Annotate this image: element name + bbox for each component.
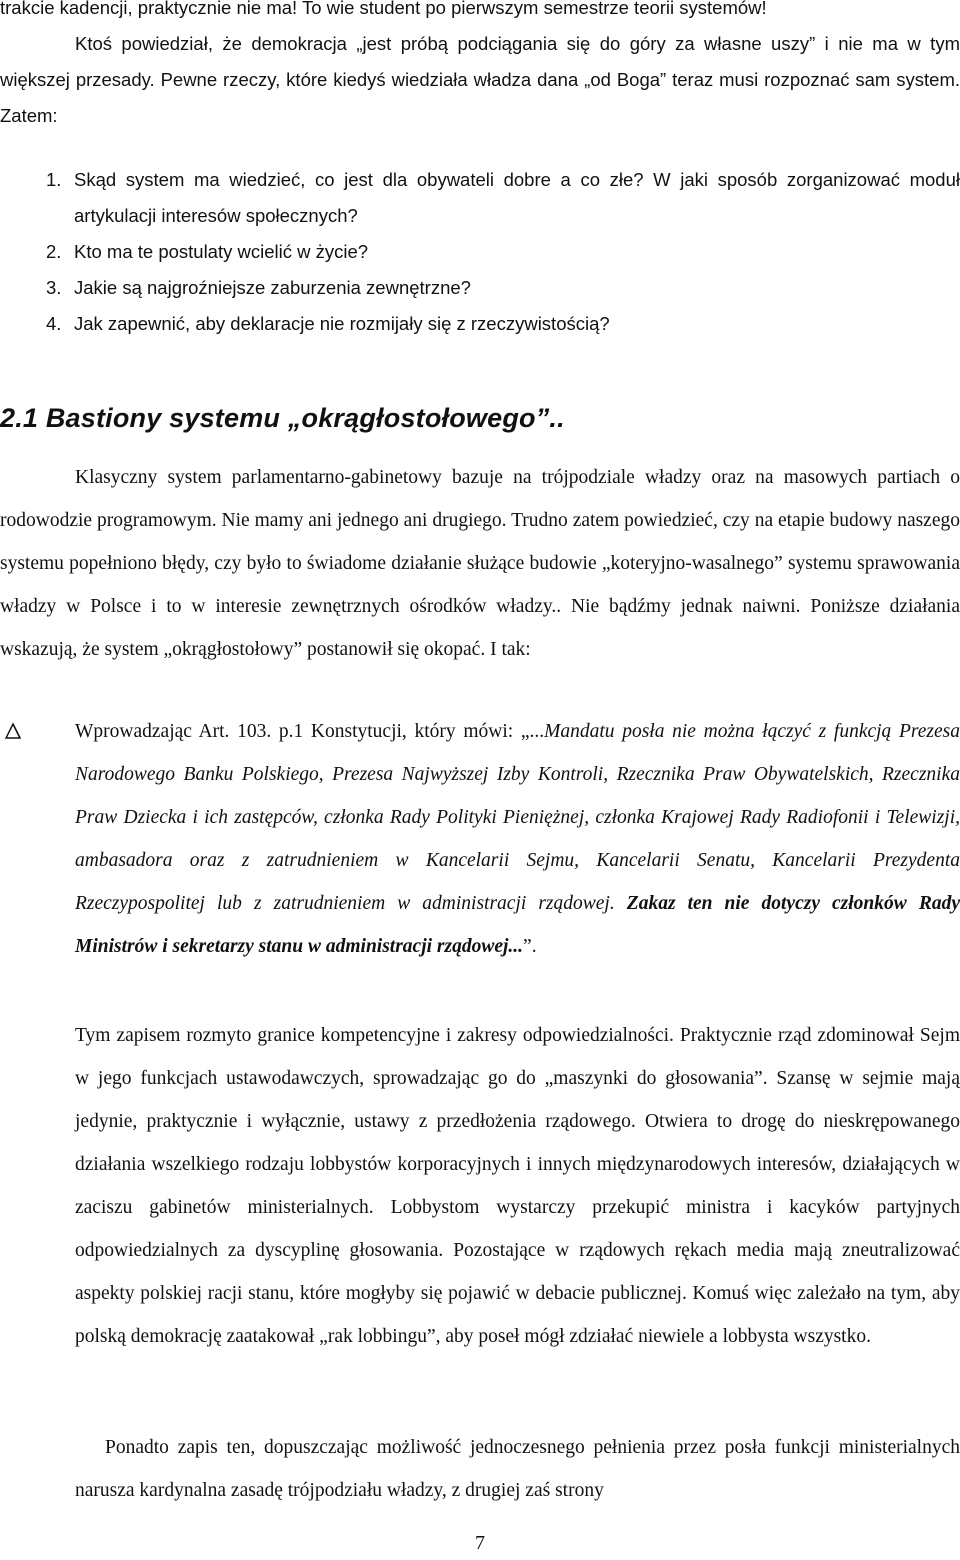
list-item-text: Jak zapewnić, aby deklaracje nie rozmijały się z rzeczywistością? [74, 313, 610, 334]
quote-italic: Mandatu posła nie można łączyć z funkcją Prezesa Narodowego Banku Polskiego, Prezesa Najwyższej Izby Kontroli, Rzecznika Praw Obywatelskich, Rzecznika Praw Dziecka i ich zastępców, członka Rady Polityki Pieniężnej, członka Krajowej Rady Radiofonii i Telewizji, ambasadora oraz z zatrudnieniem w Kancelarii Sejmu, Kancelarii Senatu, Kancelarii Prezydenta Rzeczypospolitej lub z zatrudnieniem w administracji rządowej. [75, 721, 960, 914]
bullet-text [75, 710, 960, 968]
bullet-lead: Wprowadzając Art. 103. p.1 Konstytucji, który mówi: „... [75, 721, 545, 742]
list-item [46, 162, 960, 234]
quote-closing: ”. [523, 936, 537, 957]
after-block [75, 1014, 960, 1358]
triangle-bullet-icon [4, 722, 22, 740]
after-paragraph: Tym zapisem rozmyto granice kompetencyjne i zakresy odpowiedzialności. Praktycznie rząd zdominował Sejm w jego funkcjach ustawodawczych, sprowadzając go do „maszynki do głosowania”. Szansę w sejmie mają jedynie, praktycznie i wyłącznie, ustawy z przedłożenia rządowego. Otwiera to drogę do nieskrępowanego działania wszelkiego rodzaju lobbystów korporacyjnych i innych międzynarodowych interesów, działających w zaciszu gabinetów ministerialnych. Lobbystom wystarczy przekupić ministra i kacyków partyjnych odpowiedzialnych za dyscyplinę głosowania. Pozostające w rządowych rękach media mają zneutralizować aspekty polskiej racji stanu, które mogłyby się pojawić w debacie publicznej. Komuś więc zależało na tym, aby polską demokrację zaatakował „rak lobbingu”, aby poseł mógł zdziałać niewiele a lobbysta wszystko. [75, 1025, 960, 1347]
list-item-number: 1. [46, 169, 62, 190]
list-item-text: Skąd system ma wiedzieć, co jest dla obywateli dobre a co złe? W jaki sposób zorganizować moduł artykulacji interesów społecznych? [74, 169, 960, 226]
page-number: 7 [475, 1532, 485, 1554]
body-paragraph: Klasyczny system parlamentarno-gabinetowy bazuje na trójpodziale władzy oraz na masowych partiach o rodowodzie programowym. Nie mamy ani jednego ani drugiego. Trudno zatem powiedzieć, czy na etapie budowy naszego systemu popełniono błędy, czy było to świadome działanie służące budowie „koteryjno-wasalnego” systemu sprawowania władzy w Polsce i to w interesie zewnętrznych ośrodków władzy.. Nie bądźmy jednak naiwni. Poniższe działania wskazują, że system „okrągłostołowy” postanowił się okopać. I tak: [0, 467, 960, 660]
list-item [46, 234, 960, 270]
list-item-number: 2. [46, 241, 62, 262]
questions-list [46, 162, 960, 342]
intro-paragraph: Ktoś powiedział, że demokracja „jest próbą podciągania się do góry za własne uszy” i nie ma w tym większej przesady. Pewne rzeczy, które kiedyś wiedziała władza dana „od Boga” teraz musi rozpoznać sam system. Zatem: [0, 33, 960, 126]
last-paragraph: Ponadto zapis ten, dopuszczając możliwość jednoczesnego pełnienia przez posła funkcji ministerialnych narusza kardynalna zasadę trójpodziału władzy, z drugiej zaś strony [75, 1437, 960, 1501]
intro-first-line: trakcie kadencji, praktycznie nie ma! To wie student po pierwszym semestrze teorii systemów! [0, 0, 767, 18]
section-heading: 2.1 Bastiony systemu „okrągłostołowego”.. [0, 403, 565, 433]
list-item-number: 3. [46, 277, 62, 298]
list-item-text: Kto ma te postulaty wcielić w życie? [74, 241, 369, 262]
list-item [46, 306, 960, 342]
quote-bold: Zakaz ten nie dotyczy członków Rady Ministrów i sekretarzy stanu w administracji rządowej... [75, 893, 960, 957]
list-item-number: 4. [46, 313, 62, 334]
list-item-text: Jakie są najgroźniejsze zaburzenia zewnętrzne? [74, 277, 471, 298]
body-block [0, 456, 960, 671]
intro-block [0, 0, 960, 134]
last-block [0, 1426, 960, 1512]
bullet-item [0, 710, 960, 968]
list-item [46, 270, 960, 306]
